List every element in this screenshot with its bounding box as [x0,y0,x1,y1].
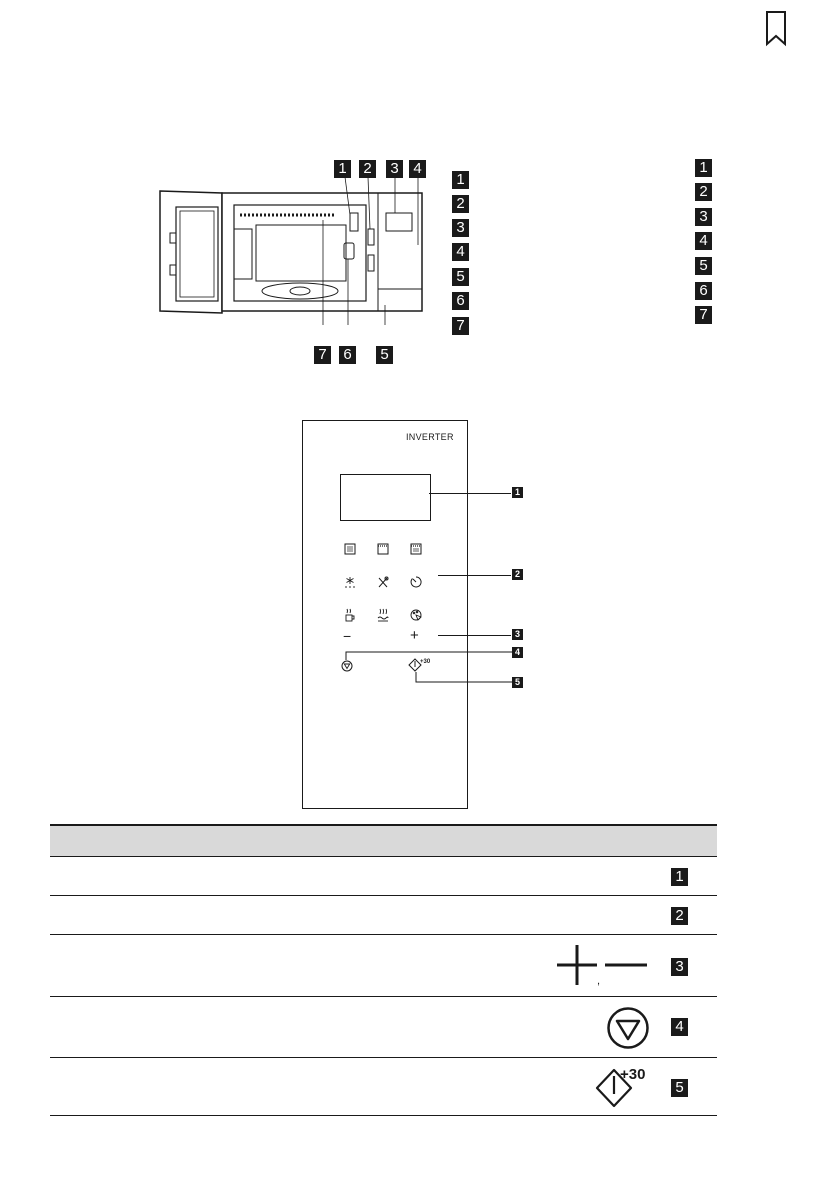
legend-left-2: 2 [452,195,469,213]
legend-left-1: 1 [452,171,469,189]
table-row-badge-5: 5 [671,1079,688,1097]
auto-cook-icon[interactable] [377,576,389,588]
pizza-icon[interactable] [410,608,423,622]
grill-icon[interactable] [377,543,389,555]
table-header-row [50,826,717,856]
panel-callout-4: 4 [512,647,523,658]
plus-button[interactable]: + [410,627,419,644]
legend-left-4: 4 [452,243,469,261]
start-leader [414,672,514,686]
buttons-leader [438,575,511,576]
oven-callout-6: 6 [339,346,356,364]
plusminus-leader [438,635,511,636]
legend-left-3: 3 [452,219,469,237]
table-row-badge-4: 4 [671,1018,688,1036]
oven-callout-4: 4 [409,160,426,178]
plus-minus-separator: , [597,975,601,987]
combi-icon[interactable] [410,543,422,555]
microwave-icon[interactable] [344,543,356,555]
display-leader [429,493,511,494]
table-rule [50,1115,717,1116]
legend-left-7: 7 [452,317,469,335]
legend-left-6: 6 [452,292,469,310]
plus-minus-icon [555,943,651,987]
inverter-label: INVERTER [406,432,454,442]
start-plus30-icon[interactable] [407,657,429,673]
oven-callout-1: 1 [334,160,351,178]
table-rule [50,895,717,896]
legend-right-2: 2 [695,183,712,201]
table-row-badge-1: 1 [671,868,688,886]
svg-text:+30: +30 [420,659,431,665]
steam-icon[interactable] [377,608,389,622]
oven-callout-7: 7 [314,346,331,364]
legend-right-5: 5 [695,257,712,275]
legend-right-7: 7 [695,306,712,324]
defrost-icon[interactable] [344,576,356,588]
table-rule [50,856,717,857]
bookmark-icon [765,10,787,46]
legend-right-4: 4 [695,232,712,250]
oven-callout-3: 3 [386,160,403,178]
beverage-icon[interactable] [344,608,356,622]
oven-diagram [150,185,430,320]
table-rule [50,996,717,997]
panel-callout-3: 3 [512,629,523,640]
table-rule [50,934,717,935]
oven-callout-2: 2 [359,160,376,178]
table-row-badge-3: 3 [671,958,688,976]
stop-icon[interactable] [341,660,353,672]
legend-right-6: 6 [695,282,712,300]
legend-left-5: 5 [452,268,469,286]
minus-button[interactable]: − [343,628,352,644]
stop-icon [606,1006,650,1050]
oven-callout-5: 5 [376,346,393,364]
panel-callout-2: 2 [512,569,523,580]
table-rule [50,1057,717,1058]
table-row-badge-2: 2 [671,907,688,925]
timer-icon[interactable] [410,576,422,588]
panel-callout-1: 1 [512,487,523,498]
legend-right-3: 3 [695,208,712,226]
legend-right-1: 1 [695,159,712,177]
panel-callout-5: 5 [512,677,523,688]
start-plus30-label: +30 [620,1066,646,1083]
display-window [340,474,431,521]
